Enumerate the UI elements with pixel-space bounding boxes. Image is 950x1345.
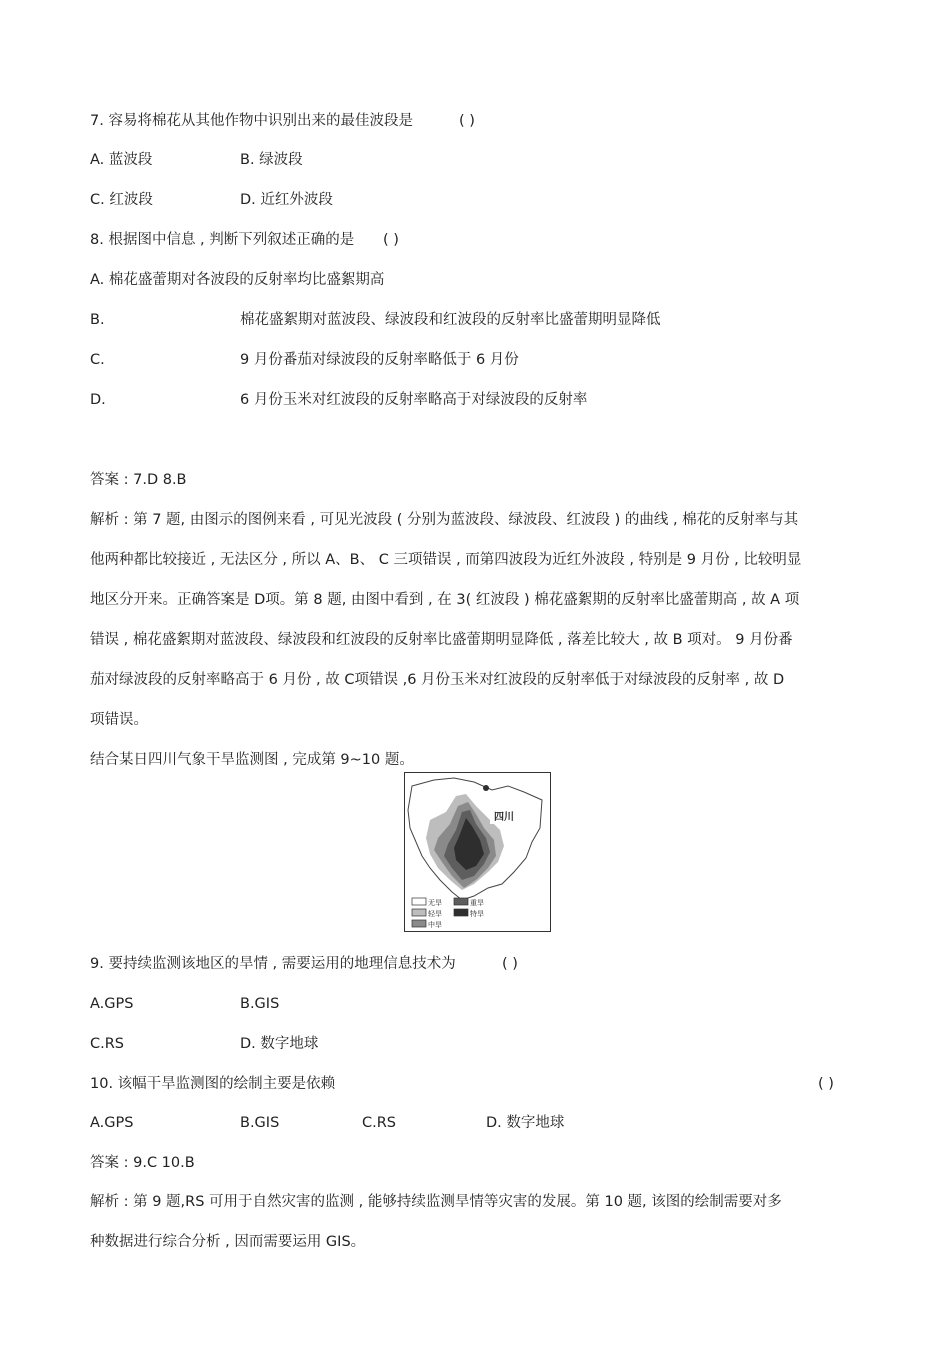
legend-label-none: 无旱 xyxy=(428,899,442,907)
answer-7-8: 答案 : 7.D 8.B xyxy=(90,472,187,488)
q9-answer-bracket: ( ) xyxy=(502,956,518,972)
q8-option-d-letter: D. xyxy=(90,392,106,408)
q8-stem: 8. 根据图中信息 , 判断下列叙述正确的是 xyxy=(90,232,355,248)
legend-label-light: 轻旱 xyxy=(428,910,442,918)
q8-option-a-letter: A. xyxy=(90,272,105,288)
analysis-7-8-line: 他两种都比较接近 , 无法区分 , 所以 A、B、 C 三项错误 , 而第四波段为近红外波段 , 特别是 9 月份 , 比较明显 xyxy=(90,552,802,568)
analysis-7-8-line: 项错误。 xyxy=(90,712,148,728)
q7-option-d: D. 近红外波段 xyxy=(240,192,333,208)
q9-option-c: C.RS xyxy=(90,1036,125,1052)
q9-stem: 9. 要持续监测该地区的旱情 , 需要运用的地理信息技术为 xyxy=(90,956,456,972)
q7-answer-bracket: ( ) xyxy=(459,113,475,129)
legend-label-extreme: 特旱 xyxy=(470,910,484,918)
analysis-7-8-line: 解析 : 第 7 题, 由图示的图例来看 , 可见光波段 ( 分别为蓝波段、绿波段、红波段 ) 的曲线 , 棉花的反射率与其 xyxy=(90,512,799,528)
intro-9-10: 结合某日四川气象干旱监测图 , 完成第 9~10 题。 xyxy=(90,752,414,768)
answer-9-10: 答案 : 9.C 10.B xyxy=(90,1155,195,1171)
q9-option-d: D. 数字地球 xyxy=(240,1036,319,1052)
legend-swatch-moderate xyxy=(412,920,426,927)
q10-option-a: A.GPS xyxy=(90,1115,134,1131)
analysis-9-10-line: 种数据进行综合分析 , 因而需要运用 GIS。 xyxy=(90,1234,366,1250)
q8-option-b-text: 棉花盛絮期对蓝波段、绿波段和红波段的反射率比盛蕾期明显降低 xyxy=(240,312,661,328)
q10-option-b: B.GIS xyxy=(240,1115,280,1131)
legend-swatch-light xyxy=(412,909,426,916)
q9-option-a: A.GPS xyxy=(90,996,134,1012)
q7-option-a: A. 蓝波段 xyxy=(90,152,153,168)
analysis-9-10-line: 解析 : 第 9 题,RS 可用于自然灾害的监测 , 能够持续监测旱情等灾害的发展。第 10 题, 该图的绘制需要对多 xyxy=(90,1194,782,1210)
legend-swatch-none xyxy=(412,898,426,905)
q10-stem: 10. 该幅干旱监测图的绘制主要是依赖 xyxy=(90,1076,336,1092)
q7-option-c: C. 红波段 xyxy=(90,192,153,208)
sichuan-drought-map xyxy=(404,772,551,932)
q10-option-d: D. 数字地球 xyxy=(486,1115,565,1131)
map-label: 四川 xyxy=(494,812,514,823)
legend-swatch-extreme xyxy=(454,909,468,916)
legend-label-moderate: 中旱 xyxy=(428,921,442,929)
q10-answer-bracket: ( ) xyxy=(818,1076,834,1092)
q8-option-b-letter: B. xyxy=(90,312,105,328)
q8-option-c-letter: C. xyxy=(90,352,105,368)
q7-stem: 7. 容易将棉花从其他作物中识别出来的最佳波段是 xyxy=(90,113,413,129)
analysis-7-8-line: 错误 , 棉花盛絮期对蓝波段、绿波段和红波段的反射率比盛蕾期明显降低 , 落差比较大 , 故 B 项对。 9 月份番 xyxy=(90,632,793,648)
q10-option-c: C.RS xyxy=(362,1115,397,1131)
q8-option-d-text: 6 月份玉米对红波段的反射率略高于对绿波段的反射率 xyxy=(240,392,588,408)
q7-option-b: B. 绿波段 xyxy=(240,152,303,168)
legend-label-severe: 重旱 xyxy=(470,899,484,907)
analysis-7-8-line: 茄对绿波段的反射率略高于 6 月份 , 故 C项错误 ,6 月份玉米对红波段的反射率低于对绿波段的反射率 , 故 D xyxy=(90,672,785,688)
q8-option-c-text: 9 月份番茄对绿波段的反射率略低于 6 月份 xyxy=(240,352,519,368)
analysis-7-8 xyxy=(90,500,866,740)
q8-option-a xyxy=(90,270,384,290)
map-region-extreme-dot xyxy=(483,785,489,791)
analysis-7-8-line: 地区分开来。正确答案是 D项。第 8 题, 由图中看到 , 在 3( 红波段 ) 棉花盛絮期的反射率比盛蕾期高 , 故 A 项 xyxy=(90,592,800,608)
q9-option-b: B.GIS xyxy=(240,996,280,1012)
legend-swatch-severe xyxy=(454,898,468,905)
q8-answer-bracket: ( ) xyxy=(383,232,399,248)
analysis-9-10 xyxy=(90,1182,866,1262)
q8-option-a-text: 棉花盛蕾期对各波段的反射率均比盛絮期高 xyxy=(108,272,385,288)
